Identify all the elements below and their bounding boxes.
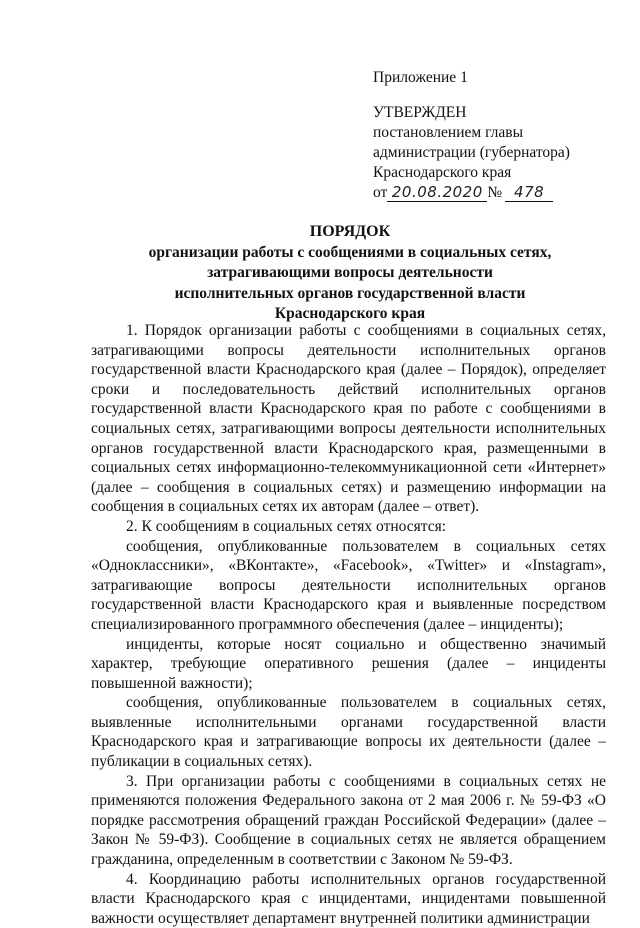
approval-line-3: Краснодарского края xyxy=(373,164,512,181)
document-title xyxy=(80,222,620,325)
date-prefix: от xyxy=(373,184,388,201)
paragraph-3: сообщения, опубликованные пользователем в социальных сетях «Одноклассники», «ВКонтакте», «Facebook», «Twitter» и «Instagram», затрагивающие вопросы деятельности исполнительных органов государственной власти Краснодарского края и выявленные посредством специализированного программного обеспечения (далее – инциденты); xyxy=(91,537,606,633)
title-sub-1: организации работы с сообщениями в социальных сетях, xyxy=(148,243,552,261)
approval-line-2: администрации (губернатора) xyxy=(373,144,570,161)
paragraph-1: 1. Порядок организации работы с сообщениями в социальных сетях, затрагивающими вопросы деятельности исполнительных органов государственной власти Краснодарского края (далее – Порядок), определяет сроки и последовательность действий исполнительных органов государственной власти Краснодарского края по работе с сообщениями в социальных сетях, затрагивающими вопросы деятельности исполнительных органов государственной власти Краснодарского края, размещенными в социальных сетях информационно-телекоммуникационной сети «Интернет» (далее – сообщения в социальных сетях) и размещению информации на сообщения в социальных сетях их авторам (далее – ответ). xyxy=(91,322,606,516)
document-body xyxy=(91,321,606,928)
title-sub-3: исполнительных органов государственной власти xyxy=(174,284,526,302)
paragraph-4: инциденты, которые носят социально и общественно значимый характер, требующие оперативного решения (далее – инциденты повышенной важности); xyxy=(91,635,606,692)
approved-label: УТВЕРЖДЕН xyxy=(373,104,467,121)
appendix-label: Приложение 1 xyxy=(373,69,468,86)
approval-block xyxy=(373,68,623,203)
title-sub-2: затрагивающими вопросы деятельности xyxy=(207,264,493,281)
title-main: ПОРЯДОК xyxy=(309,223,391,240)
paragraph-5: сообщения, опубликованные пользователем в социальных сетях, выявленные исполнительными органами государственной власти Краснодарского края и затрагивающие вопросы их деятельности (далее – публикации в социальных сетях). xyxy=(91,694,606,771)
title-sub-4: Краснодарского края xyxy=(274,305,426,322)
approval-line-1: постановлением главы xyxy=(373,124,523,141)
handwritten-number: 478 xyxy=(505,184,553,202)
approval-date-line xyxy=(373,183,623,203)
handwritten-date: 20.08.2020 xyxy=(387,184,487,202)
paragraph-7: 4. Координацию работы исполнительных органов государственной власти Краснодарского края с инцидентами, инцидентами повышенной важности осуществляет департамент внутренней политики администрации xyxy=(91,870,606,927)
paragraph-2: 2. К сообщениям в социальных сетях относятся: xyxy=(126,517,447,535)
paragraph-6: 3. При организации работы с сообщениями в социальных сетях не применяются положения Федерального закона от 2 мая 2006 г. № 59-ФЗ «О порядке рассмотрения обращений граждан Российской Федерации» (далее – Закон № 59-ФЗ). Сообщение в социальных сетях не является обращением гражданина, определенным в соответствии с Законом № 59-ФЗ. xyxy=(91,772,606,869)
number-prefix: № xyxy=(487,184,503,201)
